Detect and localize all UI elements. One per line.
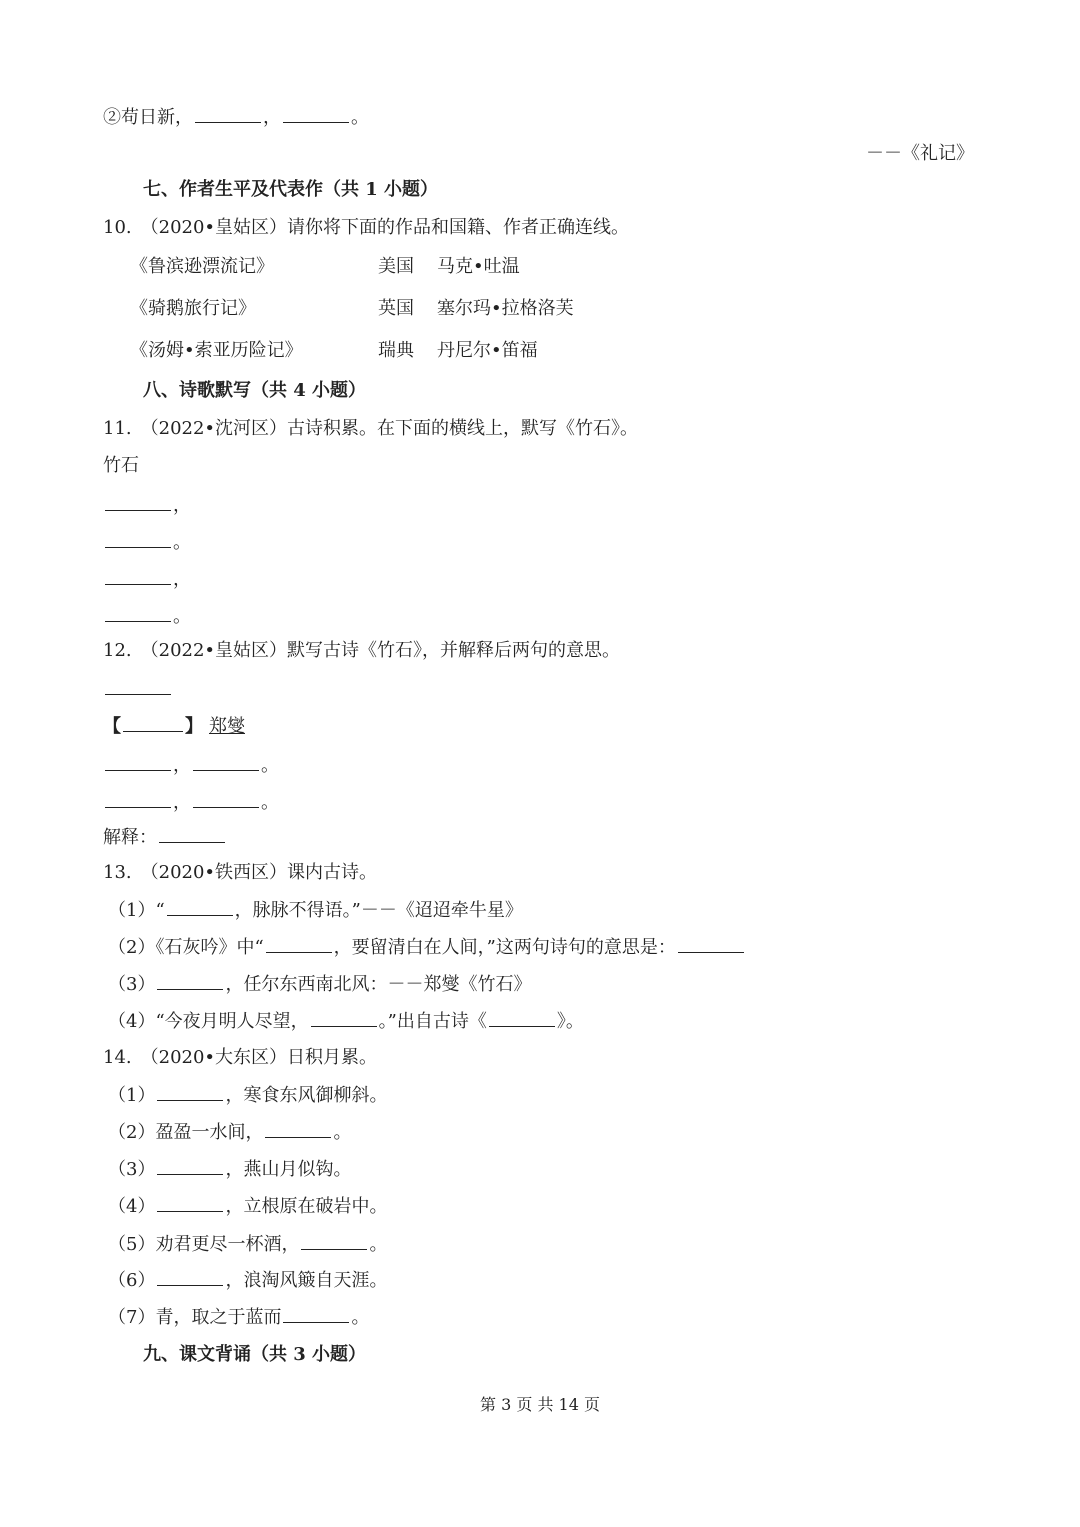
punct: 。 (261, 755, 279, 776)
q14-stem: 14. （2020•大东区）日积月累。 (103, 1047, 378, 1068)
answer-blank[interactable] (193, 791, 259, 808)
item-num: （1） (108, 900, 156, 921)
punct: 。 (351, 107, 369, 128)
q14-item (108, 1233, 387, 1256)
item-num: （3） (108, 974, 156, 995)
answer-blank[interactable] (157, 973, 223, 990)
item-text: ，要留清白在人间，”这两句诗句的意思是： (333, 937, 676, 958)
item-text: 。 (351, 1307, 370, 1328)
item-num: （4） (108, 1196, 156, 1217)
answer-blank[interactable] (266, 936, 332, 953)
q14-item (108, 1306, 369, 1329)
q10-country: 美国 (378, 256, 414, 277)
q11-line (103, 531, 191, 554)
answer-blank[interactable] (105, 531, 171, 548)
item-text: 青，取之于蓝而 (155, 1307, 282, 1328)
punct: 。 (261, 792, 279, 813)
q9-source: －－《礼记》 (866, 143, 974, 164)
answer-blank[interactable] (167, 899, 233, 916)
item-num: （1） (108, 1085, 156, 1106)
answer-blank[interactable] (157, 1084, 223, 1101)
q12-title-line (103, 678, 173, 701)
item-num: （7） (108, 1307, 156, 1328)
item-num: （6） (108, 1270, 156, 1291)
q14-item (108, 1158, 351, 1181)
item-num: （5） (108, 1234, 156, 1255)
punct: ， (173, 755, 191, 776)
q10-author: 马克•吐温 (437, 256, 520, 277)
answer-blank[interactable] (105, 678, 171, 695)
item-text: “ (155, 900, 165, 921)
q13-item (108, 1010, 584, 1033)
item-num: （4） (108, 1011, 156, 1032)
q11-line (103, 568, 191, 591)
q13-item (108, 973, 531, 996)
answer-blank[interactable] (283, 1306, 349, 1323)
answer-blank[interactable] (105, 605, 171, 622)
section-heading-7: 七、作者生平及代表作（共 1 小题） (143, 179, 439, 200)
answer-blank[interactable] (157, 1269, 223, 1286)
q12-explain (103, 826, 227, 849)
q13-item (108, 936, 746, 959)
q9-item-2 (103, 106, 369, 129)
q11-line (103, 605, 191, 628)
answer-blank[interactable] (157, 1195, 223, 1212)
answer-blank[interactable] (678, 936, 744, 953)
q10-work: 《汤姆•索亚历险记》 (130, 340, 303, 361)
item-text: 。”出自古诗《 (378, 1011, 487, 1032)
item-num: （2） (108, 1122, 156, 1143)
punct: ， (173, 792, 191, 813)
q12-line (103, 791, 279, 814)
item-text: ，燕山月似钩。 (225, 1159, 352, 1180)
q11-line (103, 494, 191, 517)
q10-author: 塞尔玛•拉格洛芙 (437, 298, 574, 319)
answer-blank[interactable] (311, 1010, 377, 1027)
item-text: ，寒食东风御柳斜。 (225, 1085, 388, 1106)
q10-work: 《鲁滨逊漂流记》 (130, 256, 274, 277)
item-text: 。 (333, 1122, 352, 1143)
item-text: ，立根原在破岩中。 (225, 1196, 388, 1217)
bracket: 】 (185, 716, 203, 737)
punct: ， (263, 107, 281, 128)
page-footer: 第 3 页 共 14 页 (480, 1395, 600, 1414)
item-text: 。 (369, 1234, 388, 1255)
section-heading-8: 八、诗歌默写（共 4 小题） (143, 380, 367, 401)
item-text: ，浪淘风簸自天涯。 (225, 1270, 388, 1291)
author-name: 郑燮 (209, 716, 245, 737)
section-heading-9: 九、课文背诵（共 3 小题） (143, 1344, 367, 1365)
item-text: 》。 (556, 1011, 584, 1032)
punct: 。 (173, 606, 191, 627)
answer-blank[interactable] (105, 754, 171, 771)
q11-stem: 11. （2022•沈河区）古诗积累。在下面的横线上，默写《竹石》。 (103, 418, 639, 439)
item-num: （2） (108, 937, 156, 958)
answer-blank[interactable] (193, 754, 259, 771)
answer-blank[interactable] (301, 1233, 367, 1250)
punct: 。 (173, 532, 191, 553)
q10-country: 瑞典 (378, 340, 414, 361)
q13-stem: 13. （2020•铁西区）课内古诗。 (103, 862, 378, 883)
explain-label: 解释： (103, 827, 157, 848)
q12-line (103, 754, 279, 777)
answer-blank[interactable] (105, 494, 171, 511)
item-text: 盈盈一水间， (155, 1122, 264, 1143)
answer-blank[interactable] (159, 826, 225, 843)
punct: ， (173, 569, 191, 590)
answer-blank[interactable] (283, 106, 349, 123)
q10-work: 《骑鹅旅行记》 (130, 298, 256, 319)
item-num: （3） (108, 1159, 156, 1180)
q13-item (108, 899, 523, 922)
bracket: 【 (103, 716, 121, 737)
item-text: “今夜月明人尽望， (155, 1011, 309, 1032)
q12-author-line (103, 715, 245, 738)
q10-stem: 10. （2020•皇姑区）请你将下面的作品和国籍、作者正确连线。 (103, 217, 630, 238)
answer-blank[interactable] (265, 1121, 331, 1138)
q12-stem: 12. （2022•皇姑区）默写古诗《竹石》，并解释后两句的意思。 (103, 640, 621, 661)
q14-item (108, 1121, 351, 1144)
q9-item-2-text: ②苟日新， (103, 107, 193, 128)
q14-item (108, 1084, 387, 1107)
answer-blank[interactable] (105, 568, 171, 585)
answer-blank[interactable] (157, 1158, 223, 1175)
answer-blank[interactable] (123, 715, 183, 732)
q14-item (108, 1269, 387, 1292)
q11-poem-title: 竹石 (103, 455, 139, 476)
item-text: 《石灰吟》中“ (155, 937, 264, 958)
answer-blank[interactable] (105, 791, 171, 808)
item-text: 劝君更尽一杯酒， (155, 1234, 300, 1255)
item-text: ，脉脉不得语。”－－《迢迢牵牛星》 (234, 900, 523, 921)
q14-item (108, 1195, 387, 1218)
q10-country: 英国 (378, 298, 414, 319)
answer-blank[interactable] (195, 106, 261, 123)
punct: ， (173, 495, 191, 516)
answer-blank[interactable] (489, 1010, 555, 1027)
item-text: ，任尔东西南北风：－－郑燮《竹石》 (225, 974, 532, 995)
q10-author: 丹尼尔•笛福 (437, 340, 538, 361)
